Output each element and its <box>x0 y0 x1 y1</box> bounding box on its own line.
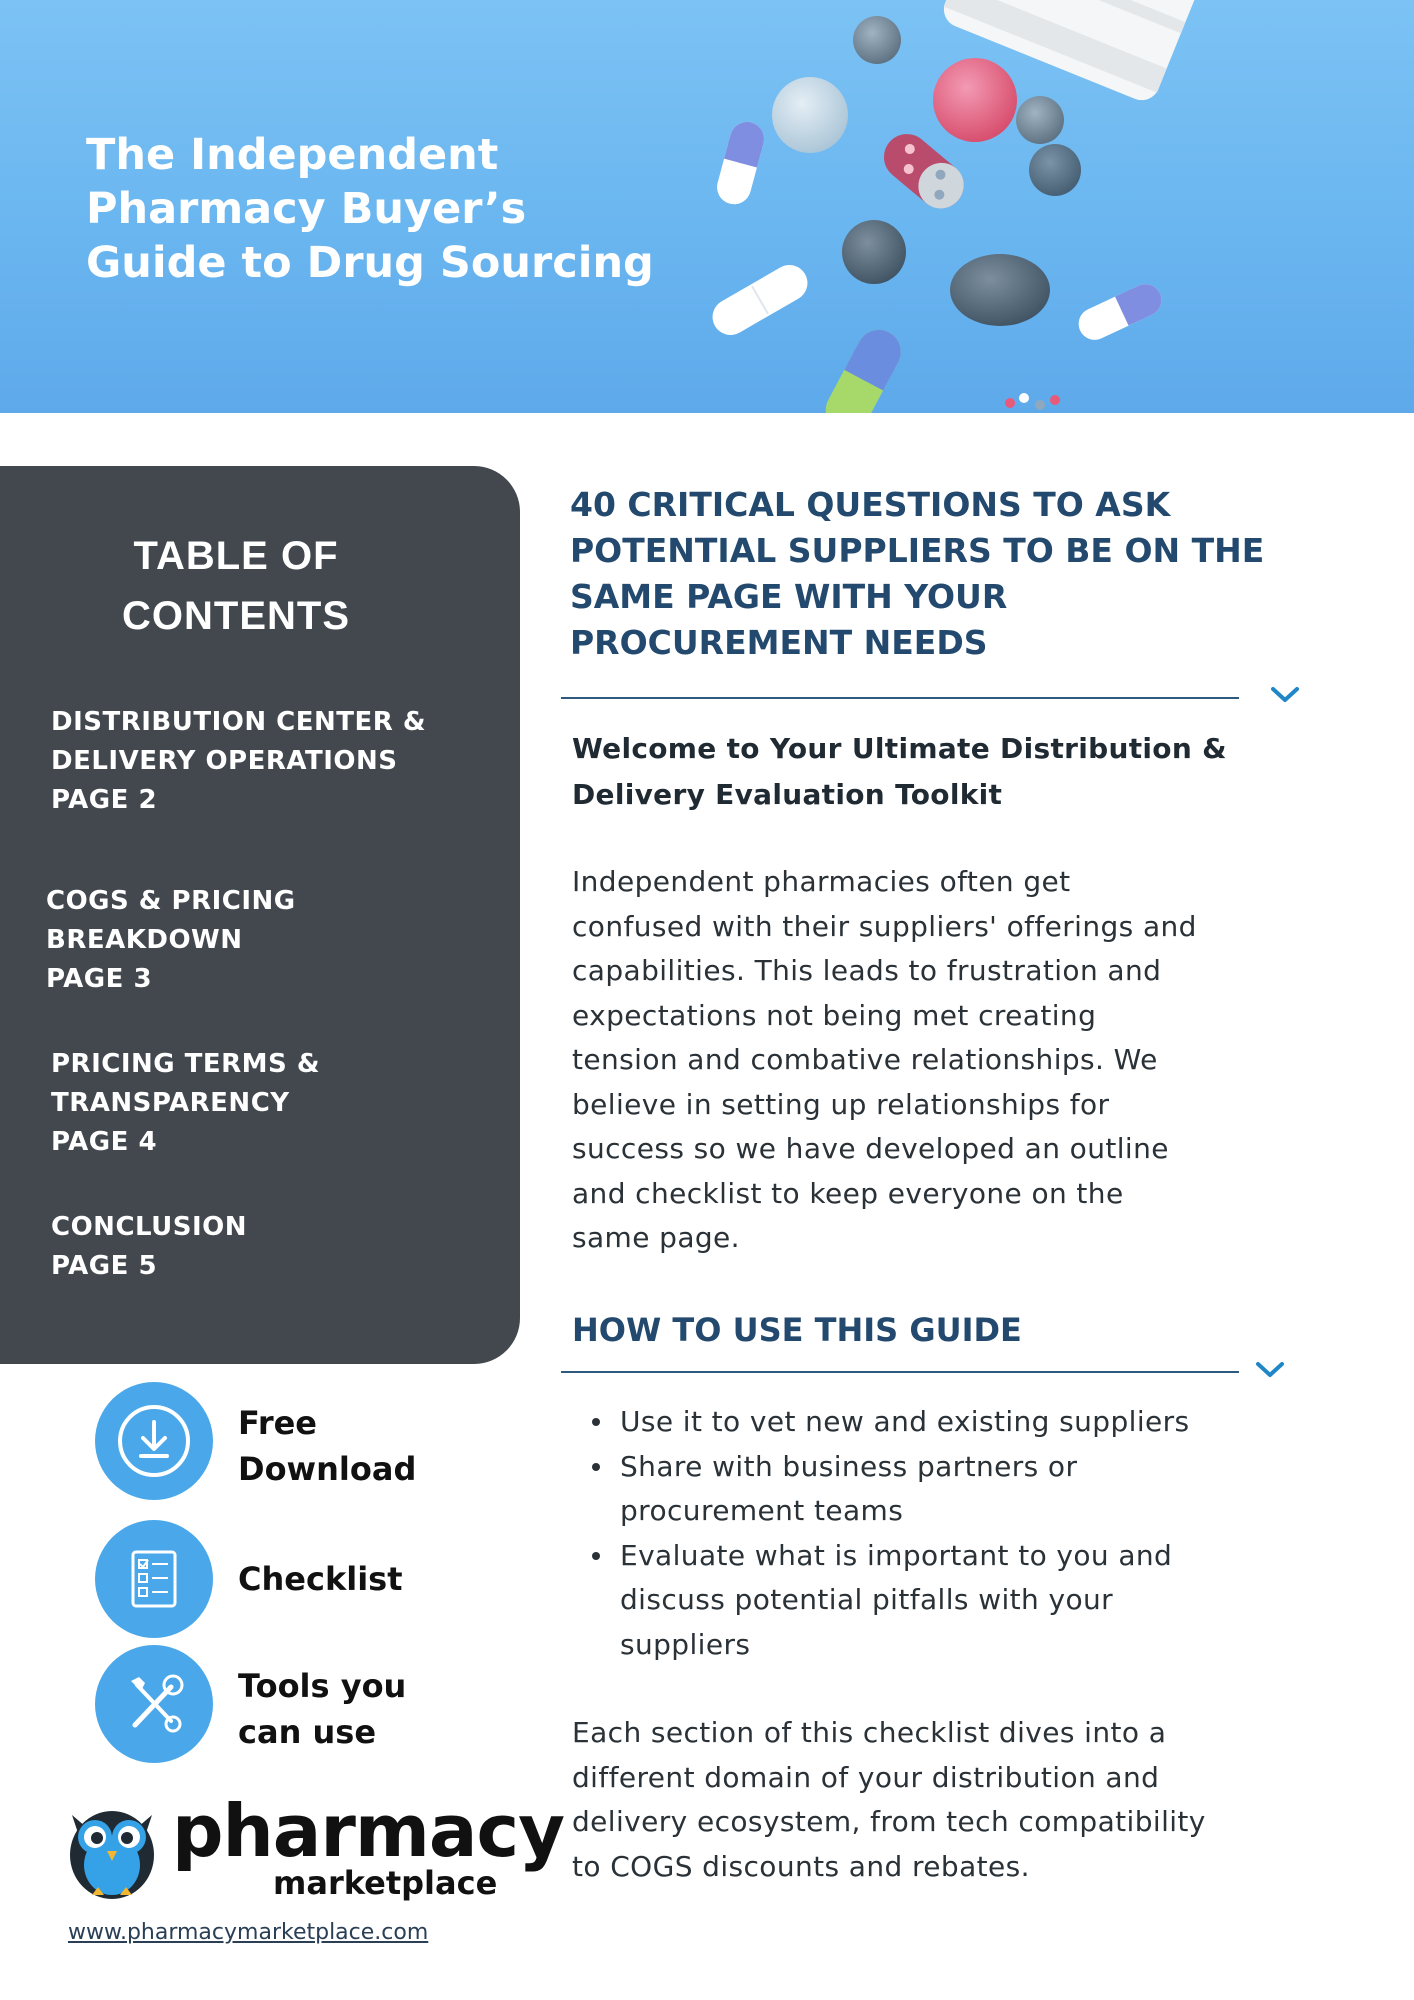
owl-logo-icon <box>62 1793 162 1903</box>
download-icon <box>95 1382 213 1500</box>
intro-line: same page. <box>572 1221 740 1254</box>
main-heading <box>570 482 1290 666</box>
hero-title-line: The Independent <box>86 130 499 180</box>
intro-line: tension and combative relationships. We <box>572 1043 1158 1076</box>
toc-item-line: BREAKDOWN <box>46 925 243 955</box>
hero-title <box>86 128 706 290</box>
intro-paragraph <box>572 860 1272 1261</box>
hero-title-line: Pharmacy Buyer’s <box>86 184 527 234</box>
website-link[interactable]: www.pharmacymarketplace.com <box>68 1920 429 1945</box>
toc-item-line: CONCLUSION <box>51 1212 248 1242</box>
toc-item-line: DELIVERY OPERATIONS <box>51 746 398 776</box>
intro-line: and checklist to keep everyone on the <box>572 1176 1124 1210</box>
intro-line: confused with their suppliers' offerings and <box>572 909 1197 943</box>
toc-item-line: PRICING TERMS & <box>51 1049 320 1079</box>
list-item-line: Evaluate what is important to you and <box>620 1538 1173 1572</box>
intro-line: expectations not being met creating <box>572 998 1097 1032</box>
toc-item-page: PAGE 3 <box>46 964 153 994</box>
toc-item-pricing-terms[interactable] <box>51 1045 320 1162</box>
feature-label-line: Checklist <box>238 1560 403 1598</box>
welcome-line: Welcome to Your Ultimate Distribution & <box>572 732 1227 765</box>
usage-list <box>590 1400 1310 1667</box>
feature-label-line: Tools you <box>238 1667 407 1705</box>
welcome-heading <box>572 726 1312 818</box>
hero-title-line: Guide to Drug Sourcing <box>86 238 654 288</box>
list-item <box>590 1445 1310 1534</box>
list-item <box>590 1534 1310 1668</box>
bullet-dot <box>592 1463 600 1471</box>
toc-item-page: PAGE 5 <box>51 1251 158 1281</box>
feature-label-line: Free <box>238 1404 317 1442</box>
toc-item-line: DISTRIBUTION CENTER & <box>51 707 427 737</box>
list-item-line: Use it to vet new and existing suppliers <box>620 1405 1190 1438</box>
how-to-use-heading: HOW TO USE THIS GUIDE <box>572 1311 1022 1349</box>
intro-line: capabilities. This leads to frustration and <box>572 954 1162 987</box>
toc-title <box>60 526 412 646</box>
toc-item-line: COGS & PRICING <box>46 886 296 916</box>
toc-title-line: CONTENTS <box>122 594 350 638</box>
list-item-line: suppliers <box>620 1627 751 1661</box>
logo-subword: marketplace <box>273 1864 498 1902</box>
main-heading-line: PROCUREMENT NEEDS <box>570 623 988 662</box>
feature-label-line: can use <box>238 1713 377 1751</box>
section-divider <box>561 1371 1239 1373</box>
toc-item-line: TRANSPARENCY <box>51 1088 290 1118</box>
tools-icon <box>95 1645 213 1763</box>
checklist-icon <box>95 1520 213 1638</box>
outro-line: delivery ecosystem, from tech compatibility <box>572 1805 1206 1838</box>
feature-label-line: Download <box>238 1450 417 1488</box>
outro-line: to COGS discounts and rebates. <box>572 1849 1030 1883</box>
main-heading-line: SAME PAGE WITH YOUR <box>570 577 1008 616</box>
toc-title-line: TABLE OF <box>133 534 339 578</box>
section-divider <box>561 697 1239 699</box>
list-item-line: procurement teams <box>620 1494 904 1527</box>
toc-item-distribution[interactable] <box>51 703 426 820</box>
chevron-down-icon[interactable] <box>1255 1359 1285 1381</box>
chevron-down-icon[interactable] <box>1270 684 1300 706</box>
bullet-dot <box>592 1418 600 1426</box>
feature-free-download <box>238 1400 416 1492</box>
welcome-line: Delivery Evaluation Toolkit <box>572 778 1003 811</box>
list-item-line: discuss potential pitfalls with your <box>620 1583 1114 1616</box>
logo-wordmark: pharmacy <box>172 1789 565 1873</box>
main-heading-line: POTENTIAL SUPPLIERS TO BE ON THE <box>570 531 1265 570</box>
outro-paragraph <box>572 1711 1272 1889</box>
toc-item-page: PAGE 4 <box>51 1127 158 1157</box>
toc-item-page: PAGE 2 <box>51 785 158 815</box>
outro-line: different domain of your distribution and <box>572 1760 1160 1794</box>
list-item <box>590 1400 1310 1445</box>
outro-line: Each section of this checklist dives into a <box>572 1716 1167 1749</box>
intro-line: success so we have developed an outline <box>572 1132 1169 1165</box>
toc-item-conclusion[interactable] <box>51 1208 247 1286</box>
intro-line: believe in setting up relationships for <box>572 1087 1110 1121</box>
toc-item-cogs[interactable] <box>46 882 296 999</box>
list-item-line: Share with business partners or <box>620 1449 1078 1483</box>
main-heading-line: 40 CRITICAL QUESTIONS TO ASK <box>570 485 1171 524</box>
intro-line: Independent pharmacies often get <box>572 865 1071 898</box>
hero-banner <box>0 0 1414 413</box>
feature-tools <box>238 1663 406 1755</box>
bullet-dot <box>592 1552 600 1560</box>
table-of-contents-panel <box>0 466 520 1364</box>
feature-checklist <box>238 1556 403 1602</box>
